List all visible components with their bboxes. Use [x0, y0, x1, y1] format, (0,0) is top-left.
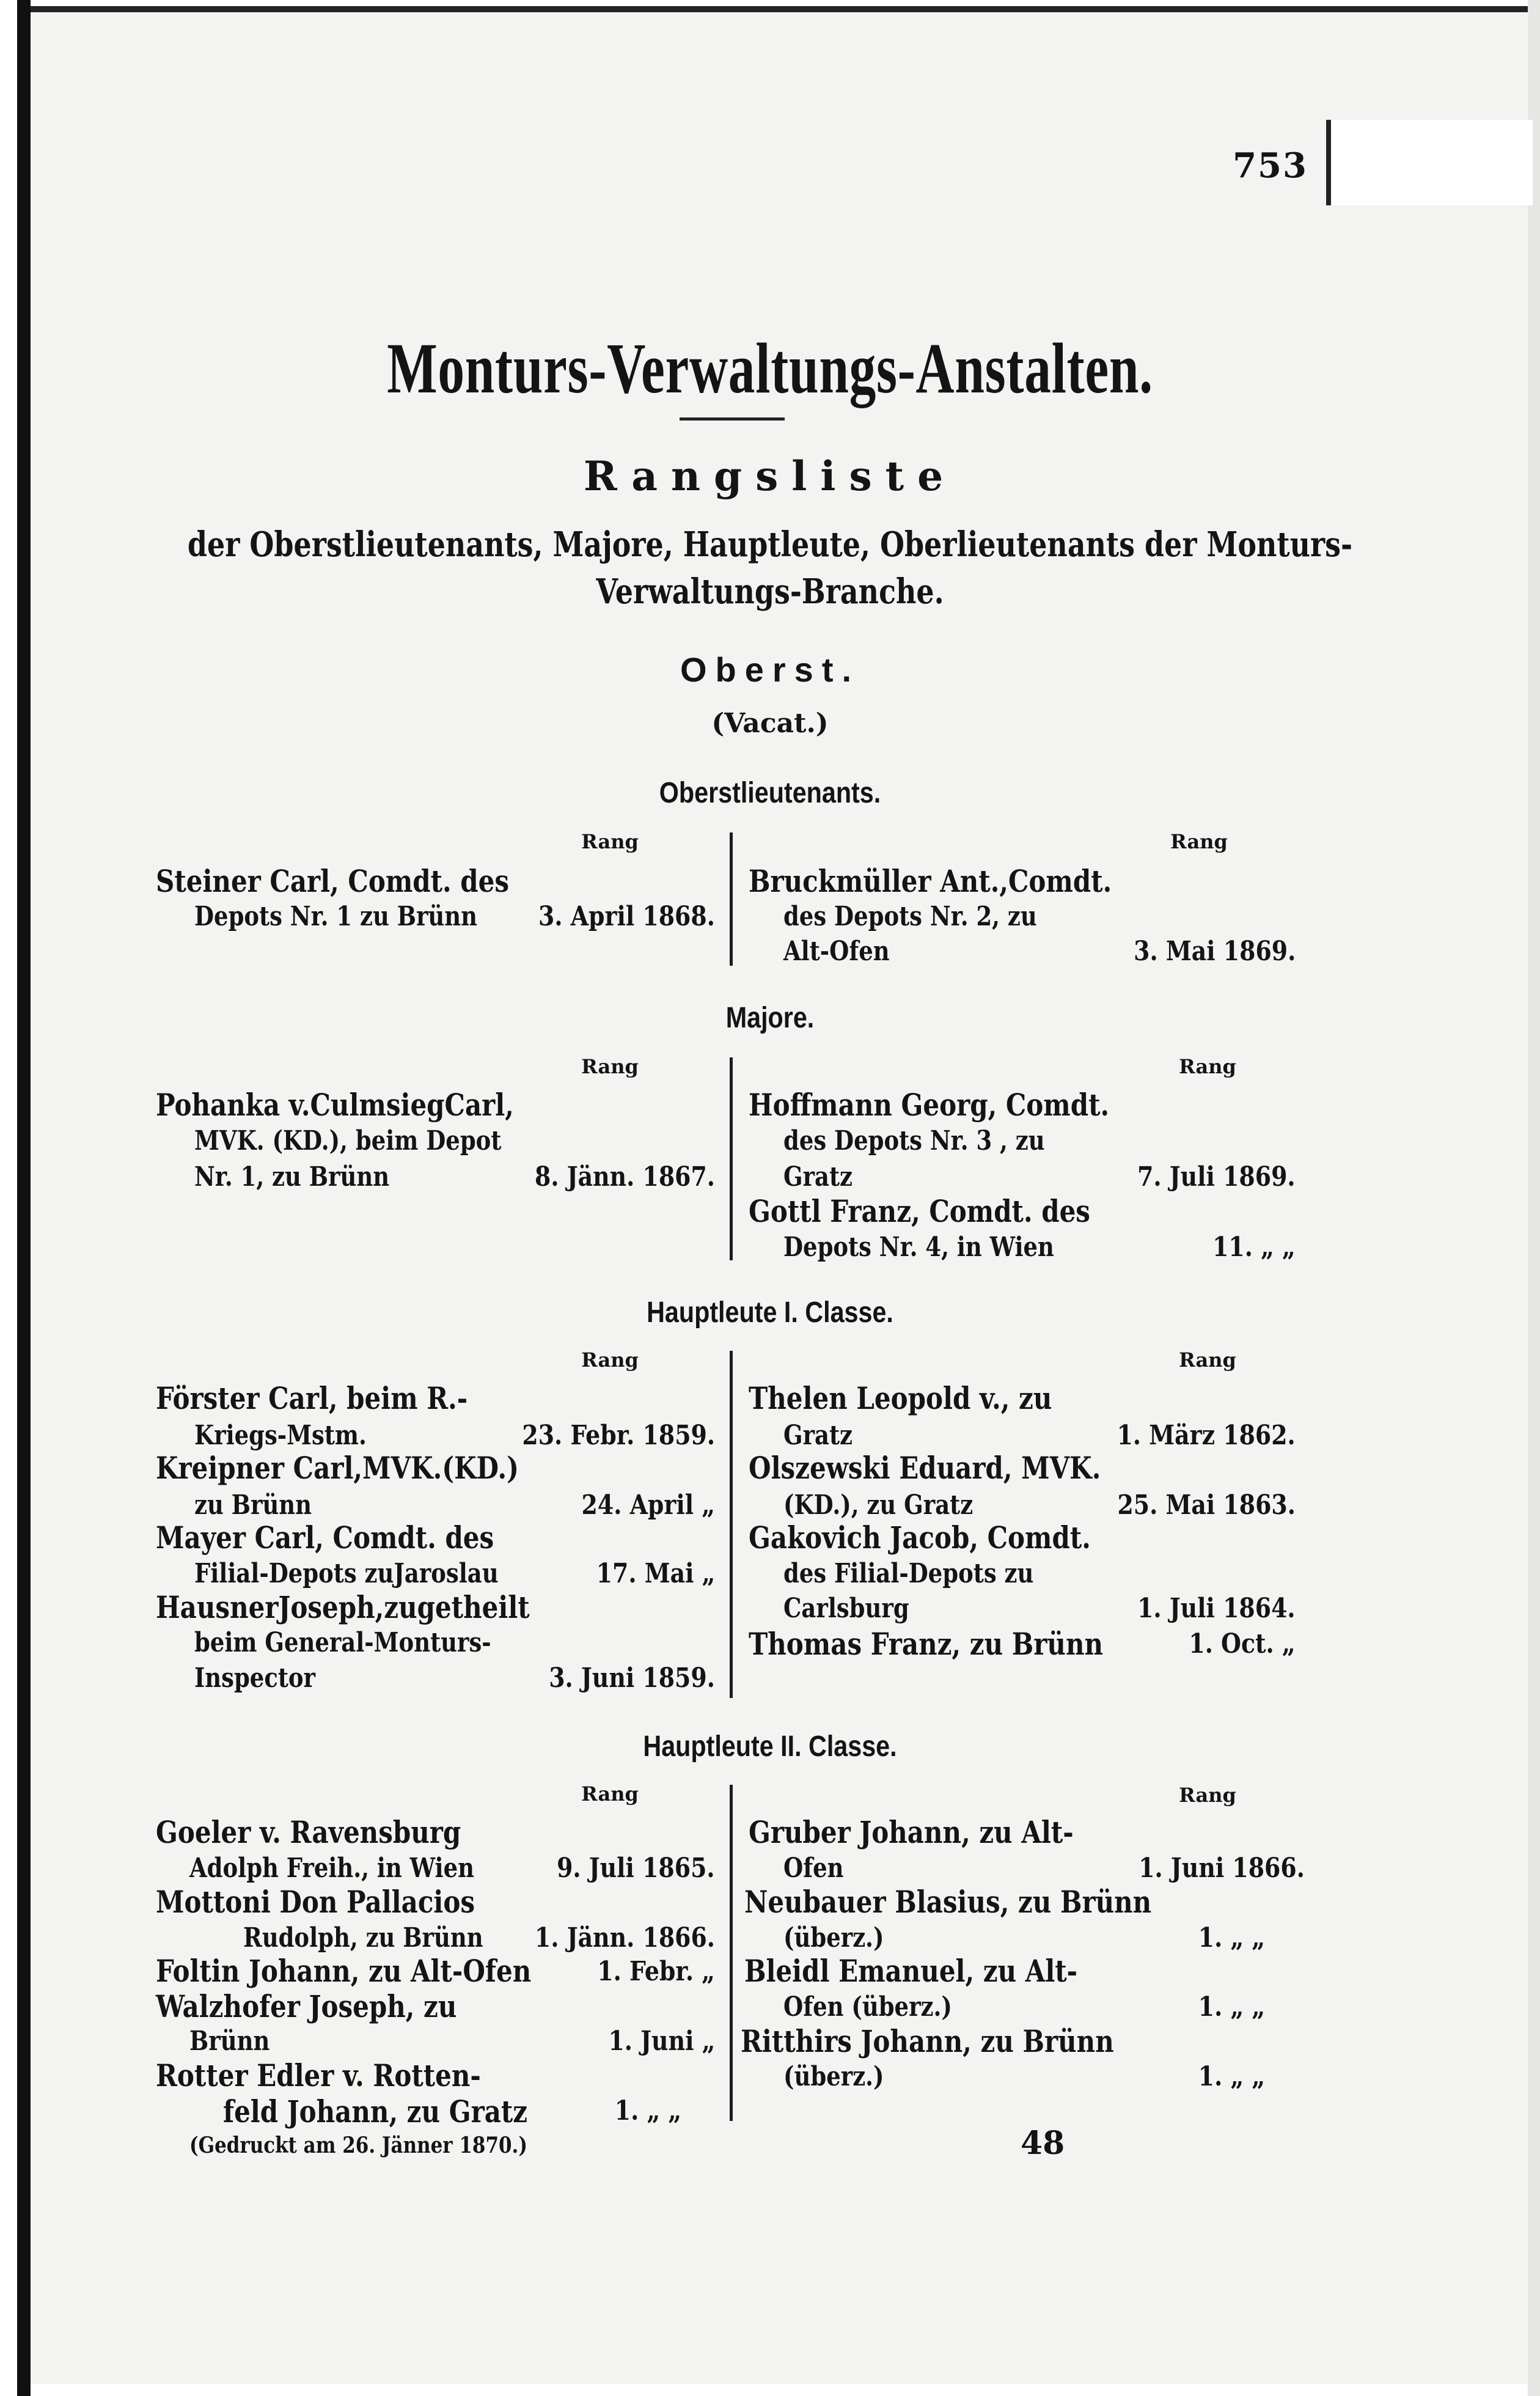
entry-name-line: Hoffmann Georg, Comdt.	[749, 1087, 1110, 1123]
entry-rang-date: 9. Juli 1865.	[557, 1853, 715, 1884]
entry-name-line: Kriegs-Mstm.	[194, 1420, 367, 1451]
entry-name-line: des Depots Nr. 2, zu	[783, 901, 1037, 932]
entry-rang-date: 1. Febr. „	[597, 1956, 715, 1987]
description-line-1: der Oberstlieutenants, Majore, Hauptleute, Oberlieutenants der Monturs-	[187, 524, 1353, 565]
entry-name-line: Steiner Carl, Comdt. des	[156, 863, 510, 899]
entry-name-line: Gratz	[783, 1420, 853, 1451]
column-divider	[730, 1351, 733, 1698]
entry-name-line: (überz.)	[783, 1922, 884, 1953]
section-heading-hauptleute-1: Hauptleute I. Classe.	[647, 1296, 893, 1329]
section-heading-oberst: Oberst.	[680, 650, 860, 689]
binding-edge	[17, 0, 31, 2396]
rang-column-label: Rang	[1179, 1055, 1236, 1078]
entry-rang-date: 7. Juli 1869.	[1137, 1161, 1296, 1192]
entry-rang-date: 1. Juli 1864.	[1137, 1593, 1296, 1624]
entry-name-line: Inspector	[194, 1663, 316, 1694]
entry-name-line: zu Brünn	[194, 1490, 312, 1521]
entry-rang-date: 3. April 1868.	[538, 901, 715, 932]
entry-name-line: Adolph Freih., in Wien	[189, 1853, 474, 1884]
entry-rang-date: 1. Juni 1866.	[1138, 1853, 1305, 1884]
entry-name-line: Thomas Franz, zu Brünn	[749, 1626, 1104, 1662]
entry-rang-date: 1. Oct. „	[1189, 1628, 1296, 1659]
rang-column-label: Rang	[581, 1782, 639, 1806]
entry-rang-date: 3. Mai 1869.	[1133, 936, 1296, 967]
rang-column-label: Rang	[1179, 1348, 1236, 1372]
entry-rang-date: 1. „ „	[1198, 1922, 1265, 1953]
entry-rang-date: 1. Jänn. 1866.	[535, 1922, 715, 1953]
entry-name-line: beim General-Monturs-	[194, 1627, 491, 1658]
entry-name-line: Rudolph, zu Brünn	[243, 1922, 483, 1953]
section-heading-hauptleute-2: Hauptleute II. Classe.	[643, 1730, 897, 1763]
rang-column-label: Rang	[581, 1055, 639, 1078]
column-divider	[730, 1785, 733, 2121]
entry-name-line: Rotter Edler v. Rotten-	[156, 2057, 481, 2093]
page-top-edge	[23, 6, 1528, 12]
list-subtitle: Rangsliste	[583, 452, 957, 500]
page-right-edge	[1528, 0, 1540, 2396]
title-divider	[680, 417, 785, 421]
entry-name-line: Filial-Depots zuJaroslau	[194, 1558, 499, 1589]
entry-name-line: Brünn	[189, 2026, 270, 2057]
entry-name-line: Förster Carl, beim R.-	[156, 1380, 468, 1416]
page-title: Monturs-Verwaltungs-Anstalten.	[387, 328, 1153, 408]
entry-name-line: Thelen Leopold v., zu	[749, 1380, 1052, 1416]
column-divider	[730, 832, 733, 966]
entry-name-line: Foltin Johann, zu Alt-Ofen	[156, 1953, 532, 1989]
entry-name-line: Alt-Ofen	[783, 936, 890, 967]
entry-name-line: MVK. (KD.), beim Depot	[194, 1125, 502, 1156]
rang-column-label: Rang	[581, 830, 639, 853]
entry-name-line: Bleidl Emanuel, zu Alt-	[744, 1953, 1078, 1989]
entry-rang-date: 1. Juni „	[608, 2026, 715, 2057]
entry-name-line: Ofen (überz.)	[783, 1991, 952, 2023]
thumb-index-tab	[1326, 120, 1533, 205]
entry-name-line: Gruber Johann, zu Alt-	[749, 1814, 1074, 1850]
entry-rang-date: 23. Febr. 1859.	[522, 1420, 715, 1451]
print-date-note: (Gedruckt am 26. Jänner 1870.)	[189, 2133, 527, 2158]
entry-name-line: (überz.)	[783, 2061, 884, 2092]
entry-name-line: Carlsburg	[783, 1593, 909, 1624]
section-heading-oberstlieutenants: Oberstlieutenants.	[659, 777, 881, 809]
entry-rang-date: 1. „ „	[1198, 2061, 1265, 2092]
entry-name-line: HausnerJoseph,zugetheilt	[156, 1589, 530, 1625]
entry-name-line: feld Johann, zu Gratz	[223, 2093, 528, 2130]
page-number: 753	[1233, 145, 1308, 186]
entry-name-line: Depots Nr. 4, in Wien	[783, 1232, 1054, 1263]
entry-rang-date: 1. März 1862.	[1116, 1420, 1296, 1451]
oberst-vacat-note: (Vacat.)	[711, 708, 829, 739]
entry-rang-date: 3. Juni 1859.	[549, 1663, 715, 1694]
entry-name-line: Pohanka v.CulmsiegCarl,	[156, 1087, 514, 1123]
rang-column-label: Rang	[1179, 1784, 1236, 1807]
entry-name-line: Ofen	[783, 1853, 844, 1884]
entry-name-line: Mayer Carl, Comdt. des	[156, 1520, 494, 1556]
entry-rang-date: 8. Jänn. 1867.	[535, 1161, 715, 1192]
entry-name-line: Kreipner Carl,MVK.(KD.)	[156, 1450, 519, 1486]
section-heading-majore: Majore.	[725, 1002, 815, 1034]
entry-name-line: Walzhofer Joseph, zu	[156, 1988, 457, 2024]
entry-rang-date: 24. April „	[581, 1490, 715, 1521]
column-divider	[730, 1057, 733, 1260]
entry-name-line: Bruckmüller Ant.,Comdt.	[749, 863, 1112, 899]
entry-name-line: Mottoni Don Pallacios	[156, 1884, 475, 1920]
entry-rang-date: 1. „ „	[614, 2095, 681, 2126]
entry-name-line: Neubauer Blasius, zu Brünn	[744, 1884, 1152, 1920]
entry-name-line: Depots Nr. 1 zu Brünn	[194, 901, 478, 932]
entry-name-line: Goeler v. Ravensburg	[156, 1814, 461, 1850]
entry-name-line: (KD.), zu Gratz	[783, 1490, 974, 1521]
entry-rang-date: 17. Mai „	[596, 1558, 715, 1589]
sheet-signature: 48	[1021, 2125, 1065, 2162]
rang-column-label: Rang	[1170, 830, 1228, 853]
entry-name-line: Gratz	[783, 1161, 853, 1192]
rang-column-label: Rang	[581, 1348, 639, 1372]
entry-rang-date: 25. Mai 1863.	[1117, 1490, 1296, 1521]
entry-name-line: des Depots Nr. 3 , zu	[783, 1125, 1045, 1156]
entry-rang-date: 1. „ „	[1198, 1991, 1265, 2023]
entry-name-line: des Filial-Depots zu	[783, 1558, 1034, 1589]
entry-name-line: Gakovich Jacob, Comdt.	[749, 1520, 1091, 1556]
entry-name-line: Ritthirs Johann, zu Brünn	[741, 2023, 1114, 2059]
description-line-2: Verwaltungs-Branche.	[596, 571, 944, 612]
entry-rang-date: 11. „ „	[1212, 1232, 1296, 1263]
entry-name-line: Gottl Franz, Comdt. des	[749, 1193, 1090, 1229]
entry-name-line: Nr. 1, zu Brünn	[194, 1161, 390, 1192]
entry-name-line: Olszewski Eduard, MVK.	[749, 1450, 1101, 1486]
